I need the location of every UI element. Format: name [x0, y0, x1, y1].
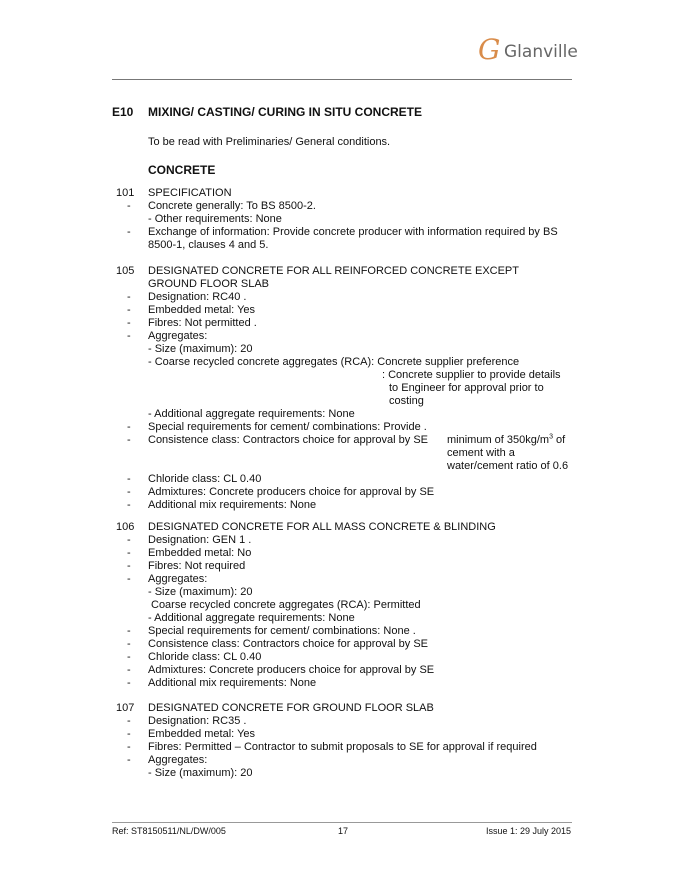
- clause-line: - Size (maximum): 20: [148, 767, 253, 779]
- clause-line: Fibres: Not permitted .: [148, 317, 257, 329]
- clause-line: Admixtures: Concrete producers choice for approval by SE: [148, 664, 435, 676]
- cement-note: [447, 434, 565, 447]
- footer-page-number: 17: [338, 826, 349, 836]
- clause-note: : Concrete supplier to provide details: [382, 369, 561, 381]
- bullet-dash: -: [127, 304, 131, 316]
- clause-title: SPECIFICATION: [148, 187, 232, 199]
- clause-line: Embedded metal: Yes: [148, 304, 256, 316]
- bullet-dash: -: [127, 421, 131, 433]
- logo-mark: G: [478, 33, 501, 66]
- bullet-dash: -: [127, 625, 131, 637]
- clause-line: Coarse recycled concrete aggregates (RCA): Permitted: [151, 599, 421, 611]
- clause-line: - Other requirements: None: [148, 213, 282, 225]
- clause-line: - Additional aggregate requirements: None: [148, 408, 355, 420]
- clause-line: 8500-1, clauses 4 and 5.: [148, 239, 269, 251]
- bullet-dash: -: [127, 534, 131, 546]
- clause-note: costing: [389, 395, 424, 407]
- bullet-dash: -: [127, 226, 131, 238]
- bullet-dash: -: [127, 741, 131, 753]
- clause-title: DESIGNATED CONCRETE FOR ALL REINFORCED CONCRETE EXCEPT: [148, 265, 519, 277]
- clause-line: - Coarse recycled concrete aggregates (RCA): Concrete supplier preference: [148, 356, 520, 368]
- clause-title: GROUND FLOOR SLAB: [148, 278, 270, 290]
- logo-text: Glanville: [504, 42, 578, 62]
- clause-line: Chloride class: CL 0.40: [148, 651, 262, 663]
- clause-line: Fibres: Permitted – Contractor to submit proposals to SE for approval if required: [148, 741, 537, 753]
- bullet-dash: -: [127, 200, 131, 212]
- clause-title: DESIGNATED CONCRETE FOR GROUND FLOOR SLAB: [148, 702, 434, 714]
- clause-number: 106: [116, 521, 135, 533]
- clause-line: Special requirements for cement/ combinations: None .: [148, 625, 416, 637]
- clause-line: - Size (maximum): 20: [148, 343, 253, 355]
- cement-note-text: minimum of 350kg/m: [447, 434, 550, 446]
- bullet-dash: -: [127, 473, 131, 485]
- clause-note: to Engineer for approval prior to: [389, 382, 544, 394]
- bullet-dash: -: [127, 573, 131, 585]
- bullet-dash: -: [127, 547, 131, 559]
- clause-line: Designation: GEN 1 .: [148, 534, 252, 546]
- clause-number: 105: [116, 265, 135, 277]
- clause-title: DESIGNATED CONCRETE FOR ALL MASS CONCRETE & BLINDING: [148, 521, 496, 533]
- bullet-dash: -: [127, 715, 131, 727]
- bullet-dash: -: [127, 486, 131, 498]
- section-subheading: CONCRETE: [148, 163, 216, 177]
- footer-rule: [112, 822, 572, 823]
- bullet-dash: -: [127, 291, 131, 303]
- clause-line: Consistence class: Contractors choice for approval by SE: [148, 638, 429, 650]
- clause-line: Designation: RC35 .: [148, 715, 247, 727]
- bullet-dash: -: [127, 499, 131, 511]
- bullet-dash: -: [127, 664, 131, 676]
- header-rule: [112, 79, 572, 80]
- cement-note: water/cement ratio of 0.6: [447, 460, 569, 472]
- clause-line: Aggregates:: [148, 754, 208, 766]
- section-intro: To be read with Preliminaries/ General conditions.: [148, 136, 391, 148]
- bullet-dash: -: [127, 560, 131, 572]
- clause-line: - Size (maximum): 20: [148, 586, 253, 598]
- clause-line: - Additional aggregate requirements: None: [148, 612, 355, 624]
- cement-note-text: of: [553, 434, 566, 446]
- clause-number: 107: [116, 702, 135, 714]
- clause-line: Embedded metal: Yes: [148, 728, 256, 740]
- clause-line: Designation: RC40 .: [148, 291, 247, 303]
- bullet-dash: -: [127, 330, 131, 342]
- footer-issue: Issue 1: 29 July 2015: [486, 826, 572, 836]
- bullet-dash: -: [127, 677, 131, 689]
- clause-line: Additional mix requirements: None: [148, 499, 317, 511]
- bullet-dash: -: [127, 317, 131, 329]
- bullet-dash: -: [127, 651, 131, 663]
- clause-line: Additional mix requirements: None: [148, 677, 317, 689]
- section-title: MIXING/ CASTING/ CURING IN SITU CONCRETE: [148, 105, 423, 119]
- clause-line: Aggregates:: [148, 330, 208, 342]
- clause-line: Embedded metal: No: [148, 547, 252, 559]
- clause-line: Consistence class: Contractors choice for approval by SE: [148, 434, 429, 446]
- clause-number: 101: [116, 187, 135, 199]
- bullet-dash: -: [127, 434, 131, 446]
- footer-reference: Ref: ST8150511/NL/DW/005: [112, 826, 226, 836]
- clause-line: Aggregates:: [148, 573, 208, 585]
- clause-line: Exchange of information: Provide concrete producer with information required by BS: [148, 226, 558, 238]
- section-code: E10: [112, 105, 134, 119]
- clause-line: Fibres: Not required: [148, 560, 246, 572]
- bullet-dash: -: [127, 638, 131, 650]
- bullet-dash: -: [127, 728, 131, 740]
- clause-line: Admixtures: Concrete producers choice for approval by SE: [148, 486, 435, 498]
- cement-note: cement with a: [447, 447, 515, 459]
- bullet-dash: -: [127, 754, 131, 766]
- clause-line: Chloride class: CL 0.40: [148, 473, 262, 485]
- clause-line: Concrete generally: To BS 8500-2.: [148, 200, 316, 212]
- cement-note-superscript: 3: [549, 433, 553, 441]
- clause-line: Special requirements for cement/ combinations: Provide .: [148, 421, 427, 433]
